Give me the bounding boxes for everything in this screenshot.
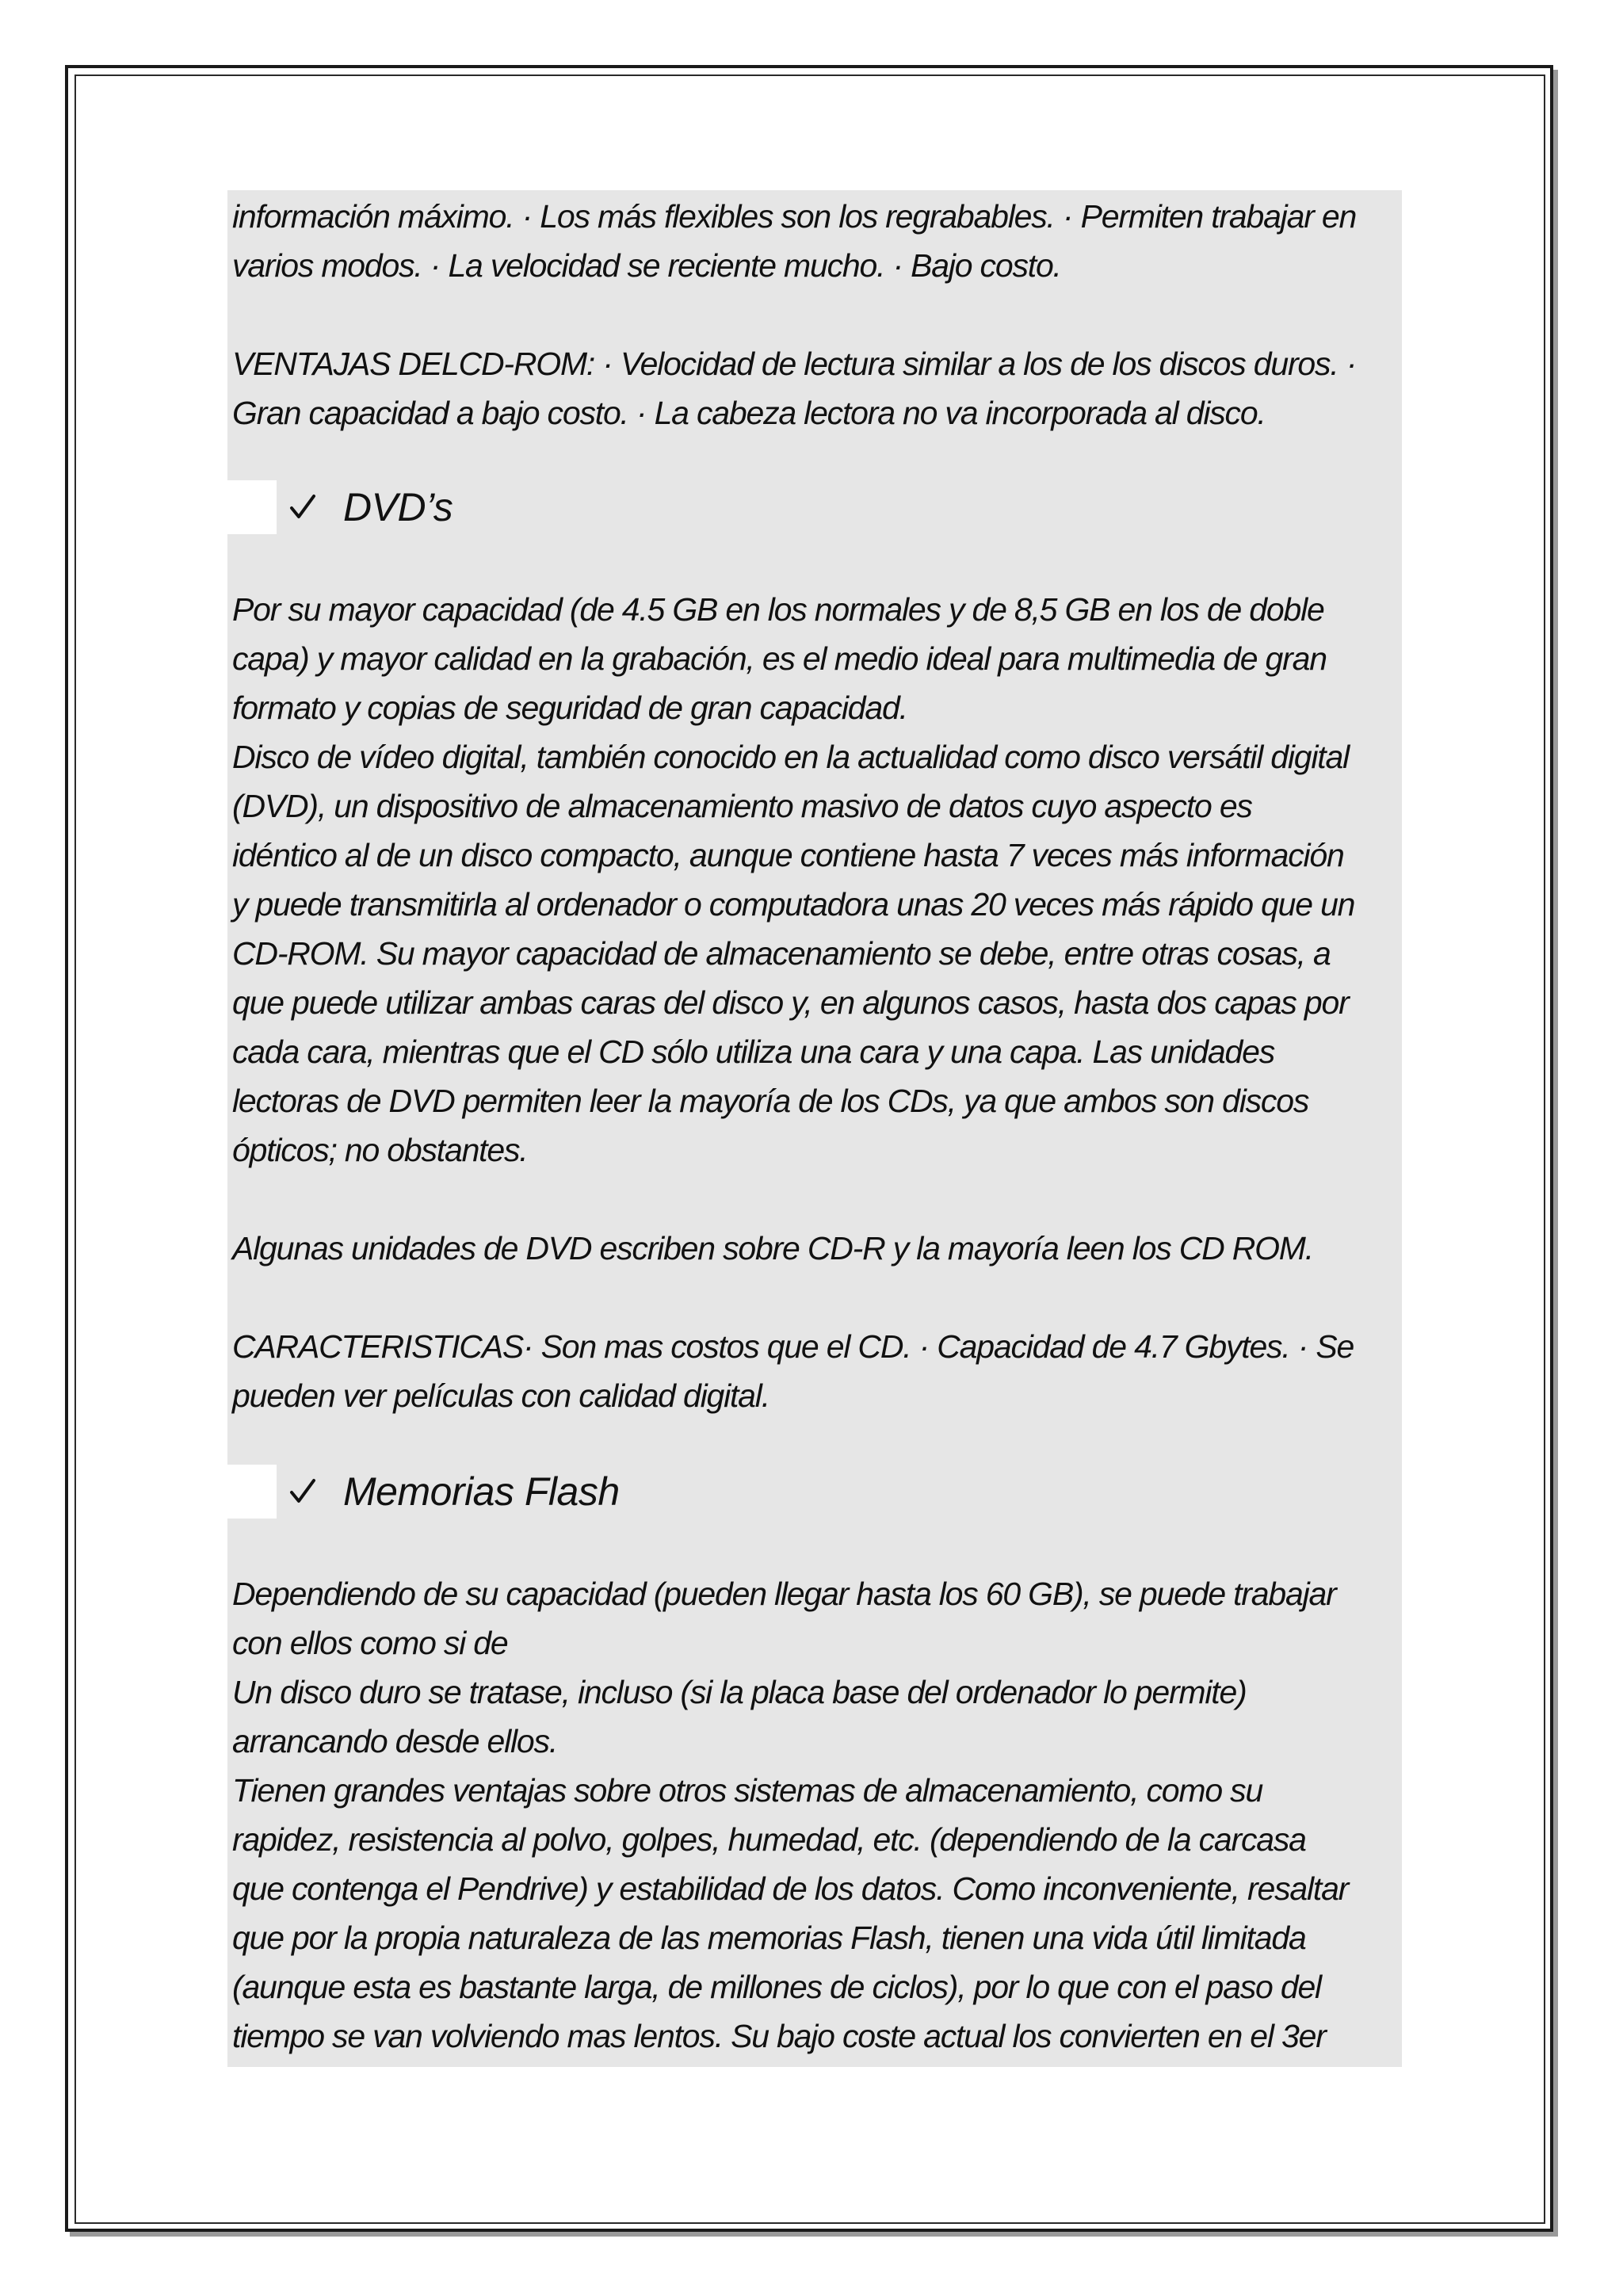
paragraph-cd-features: información máximo. · Los más flexibles son los regrabables. · Permiten trabajar en varios modos. · La velocidad se reciente mucho. · Bajo costo.: [232, 198, 1357, 284]
checkmark-icon: [289, 1477, 316, 1506]
heading-flash-label: Memorias Flash: [343, 1469, 620, 1514]
checkmark-icon: [289, 493, 316, 521]
paragraph-dvd-description: Por su mayor capacidad (de 4.5 GB en los normales y de 8,5 GB en los de doble capa) y mayor calidad en la grabación, es el medio ideal para multimedia de gran formato y copias de seguridad de gran capacidad. Disco de vídeo digital, también conocido en la actualidad como disco versátil digital (DVD), un dispositivo de almacenamiento masivo de datos cuyo aspecto es idéntico al de un disco compacto, aunque contiene hasta 7 veces más información y puede transmitirla al ordenador o computadora unas 20 veces más rápido que un CD-ROM. Su mayor capacidad de almacenamiento se debe, entre otras cosas, a que puede utilizar ambas caras del disco y, en algunos casos, hasta dos capas por cada cara, mientras que el CD sólo utiliza una cara y una capa. Las unidades lectoras de DVD permiten leer la mayoría de los CDs, ya que ambos son discos ópticos; no obstantes.: [232, 591, 1355, 1168]
paragraph-flash-description: Dependiendo de su capacidad (pueden llegar hasta los 60 GB), se puede trabajar con ellos como si de Un disco duro se tratase, incluso (si la placa base del ordenador lo permite) arrancando desde ellos. Tienen grandes ventajas sobre otros sistemas de almacenamiento, como su rapidez, resistencia al polvo, golpes, humedad, etc. (dependiendo de la carcasa que contenga el Pendrive) y estabilidad de los datos. Como inconveniente, resaltar que por la propia naturaleza de las memorias Flash, tienen una vida útil limitada (aunque esta es bastante larga, de millones de ciclos), por lo que con el paso del tiempo se van volviendo mas lentos. Su bajo coste actual los convierten en el 3er: [232, 1576, 1349, 2054]
document-body: [227, 190, 1402, 2067]
paragraph-dvd-writers: Algunas unidades de DVD escriben sobre CD-R y la mayoría leen los CD ROM.: [232, 1230, 1313, 1266]
heading-flash: [227, 1465, 620, 1519]
heading-dvd-label: DVD’s: [343, 485, 453, 529]
heading-dvd: [227, 480, 453, 534]
heading-indent: [227, 480, 277, 534]
heading-indent: [227, 1465, 277, 1519]
paragraph-dvd-characteristics: CARACTERISTICAS· Son mas costos que el CD. · Capacidad de 4.7 Gbytes. · Se pueden ver películas con calidad digital.: [232, 1328, 1354, 1414]
paragraph-cdrom-advantages: VENTAJAS DELCD-ROM: · Velocidad de lectura similar a los de los discos duros. · Gran capacidad a bajo costo. · La cabeza lectora no va incorporada al disco.: [232, 346, 1357, 431]
